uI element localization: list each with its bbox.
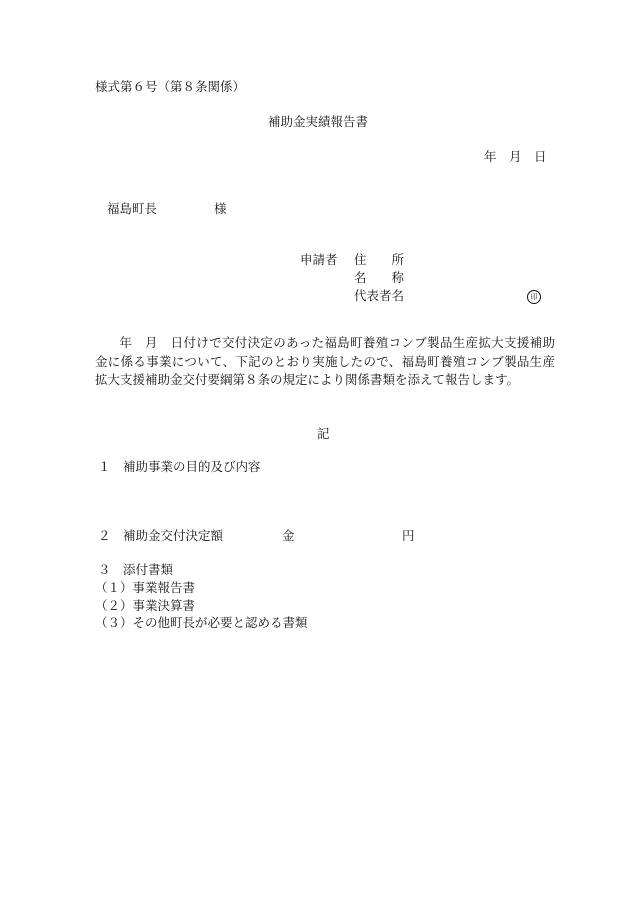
item-3-label: 添付書類 [123,562,174,577]
document-title: 補助金実績報告書 [268,114,369,129]
attachment-item-3: （３）その他町長が必要と認める書類 [95,615,308,630]
applicant-label: 申請者 [300,252,338,267]
item-2-label: 補助金交付決定額 [123,528,224,543]
body-paragraph [95,334,555,390]
attachment-item-2: （２）事業決算書 [95,598,196,613]
addressee-name: 福島町長 [107,201,158,216]
attachment-item-1: （１）事業報告書 [95,580,196,595]
item-1-number: １ [98,459,111,474]
item-3-number: ３ [98,562,111,577]
item-2-number: ２ [98,528,111,543]
name-label: 名 称 [354,270,405,285]
address-label: 住 所 [354,252,405,267]
item-1-label: 補助事業の目的及び内容 [123,459,261,474]
date-line: 年 月 日 [484,149,547,164]
amount-prefix: 金 [282,528,295,543]
amount-unit: 円 [402,528,415,543]
representative-label: 代表者名 [354,288,405,303]
form-number: 様式第６号（第８条関係） [95,79,246,94]
seal-mark: 印 [527,290,541,304]
addressee-honorific: 様 [214,201,227,216]
body-text: 年 月 日付けで交付決定のあった福島町養殖コンブ製品生産拡大支援補助金に係る事業について、下記のとおり実施したので、福島町養殖コンブ製品生産拡大支援補助金交付要綱第８条の規定により関係書類を添えて報告します。 [95,335,555,387]
ki-heading: 記 [317,426,330,441]
